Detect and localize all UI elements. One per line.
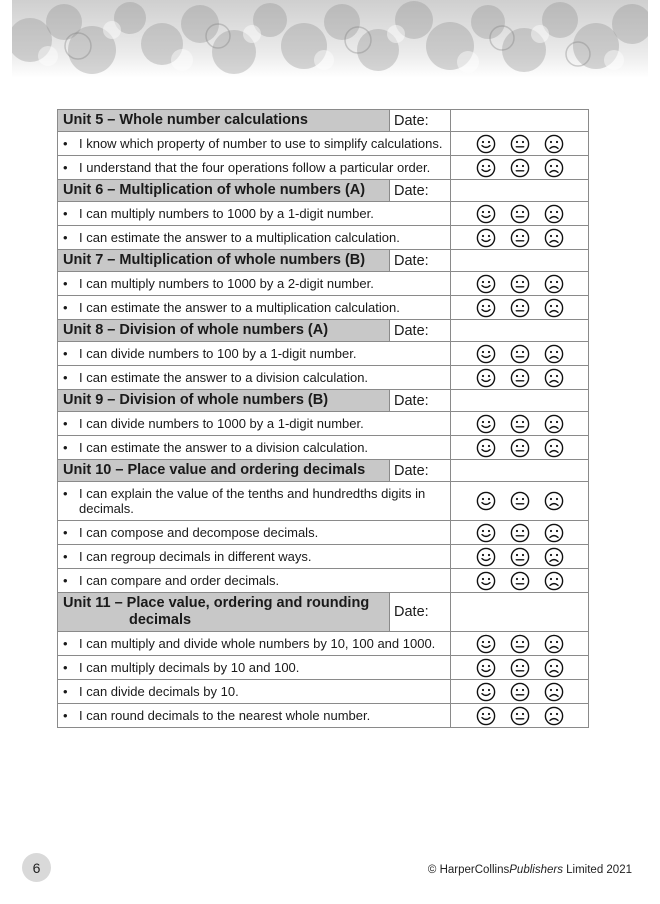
bullet-icon: • [63, 206, 68, 221]
statement-cell [58, 436, 451, 460]
statement-text: I can multiply numbers to 1000 by a 2-digit number. [79, 276, 374, 291]
happy-face-icon[interactable] [476, 134, 496, 154]
neutral-face-icon[interactable] [510, 523, 530, 543]
copyright-notice [428, 864, 632, 876]
rating-faces-cell [451, 342, 589, 366]
sad-face-icon[interactable] [544, 204, 564, 224]
sad-face-icon[interactable] [544, 658, 564, 678]
neutral-face-icon[interactable] [510, 658, 530, 678]
bullet-icon: • [63, 549, 68, 564]
statement-cell [58, 296, 451, 320]
statement-row [58, 545, 589, 569]
unit-header-row [58, 180, 589, 202]
sad-face-icon[interactable] [544, 634, 564, 654]
statement-row [58, 704, 589, 728]
statement-cell [58, 132, 451, 156]
neutral-face-icon[interactable] [510, 706, 530, 726]
date-label: Date: [390, 250, 451, 272]
neutral-face-icon[interactable] [510, 158, 530, 178]
unit-title-line-1: Unit 11 – Place value, ordering and rounding [63, 595, 370, 611]
neutral-face-icon[interactable] [510, 547, 530, 567]
happy-face-icon[interactable] [476, 523, 496, 543]
rating-faces-cell [451, 521, 589, 545]
copyright-italic: Publishers [509, 864, 563, 876]
neutral-face-icon[interactable] [510, 298, 530, 318]
statement-text: I can compare and order decimals. [79, 573, 280, 588]
happy-face-icon[interactable] [476, 414, 496, 434]
happy-face-icon[interactable] [476, 228, 496, 248]
unit-title [58, 593, 390, 632]
statement-cell [58, 156, 451, 180]
rating-faces-cell [451, 202, 589, 226]
date-label: Date: [390, 110, 451, 132]
date-label: Date: [390, 593, 451, 632]
unit-title: Unit 6 – Multiplication of whole numbers (A) [58, 180, 390, 202]
date-entry-cell[interactable] [451, 320, 589, 342]
bullet-icon: • [63, 346, 68, 361]
statement-cell [58, 366, 451, 390]
date-entry-cell[interactable] [451, 250, 589, 272]
rating-faces-cell [451, 680, 589, 704]
rating-faces-cell [451, 704, 589, 728]
statement-row [58, 156, 589, 180]
neutral-face-icon[interactable] [510, 228, 530, 248]
happy-face-icon[interactable] [476, 571, 496, 591]
neutral-face-icon[interactable] [510, 491, 530, 511]
statement-cell [58, 202, 451, 226]
sad-face-icon[interactable] [544, 682, 564, 702]
statement-row [58, 521, 589, 545]
statement-text: I can divide decimals by 10. [79, 684, 239, 699]
happy-face-icon[interactable] [476, 547, 496, 567]
neutral-face-icon[interactable] [510, 368, 530, 388]
date-label: Date: [390, 390, 451, 412]
self-assessment-table [57, 109, 589, 728]
unit-header-row [58, 250, 589, 272]
date-label: Date: [390, 180, 451, 202]
bullet-icon: • [63, 708, 68, 723]
sad-face-icon[interactable] [544, 298, 564, 318]
statement-text: I can estimate the answer to a multiplication calculation. [79, 300, 400, 315]
unit-title: Unit 9 – Division of whole numbers (B) [58, 390, 390, 412]
date-entry-cell[interactable] [451, 110, 589, 132]
sad-face-icon[interactable] [544, 571, 564, 591]
sad-face-icon[interactable] [544, 228, 564, 248]
statement-cell [58, 412, 451, 436]
statement-text: I can estimate the answer to a multiplication calculation. [79, 230, 400, 245]
rating-faces-cell [451, 226, 589, 250]
sad-face-icon[interactable] [544, 438, 564, 458]
happy-face-icon[interactable] [476, 658, 496, 678]
rating-faces-cell [451, 412, 589, 436]
bullet-icon: • [63, 440, 68, 455]
statement-text: I can round decimals to the nearest whole number. [79, 708, 371, 723]
unit-header-row [58, 110, 589, 132]
statement-text: I know which property of number to use to simplify calculations. [79, 136, 443, 151]
date-entry-cell[interactable] [451, 180, 589, 202]
unit-title: Unit 5 – Whole number calculations [58, 110, 390, 132]
sad-face-icon[interactable] [544, 706, 564, 726]
bullet-icon: • [63, 370, 68, 385]
statement-row [58, 272, 589, 296]
sad-face-icon[interactable] [544, 523, 564, 543]
rating-faces-cell [451, 156, 589, 180]
neutral-face-icon[interactable] [510, 134, 530, 154]
decorative-bubble-banner [12, 0, 648, 78]
statement-row [58, 632, 589, 656]
statement-row [58, 366, 589, 390]
neutral-face-icon[interactable] [510, 682, 530, 702]
happy-face-icon[interactable] [476, 298, 496, 318]
statement-row [58, 412, 589, 436]
rating-faces-cell [451, 632, 589, 656]
date-label: Date: [390, 460, 451, 482]
rating-faces-cell [451, 366, 589, 390]
rating-faces-cell [451, 545, 589, 569]
bullet-icon: • [63, 276, 68, 291]
rating-faces-cell [451, 436, 589, 460]
rating-faces-cell [451, 296, 589, 320]
statement-text: I can estimate the answer to a division calculation. [79, 370, 369, 385]
rating-faces-cell [451, 482, 589, 521]
bullet-icon: • [63, 136, 68, 151]
unit-header-row [58, 390, 589, 412]
sad-face-icon[interactable] [544, 134, 564, 154]
statement-text: I can estimate the answer to a division calculation. [79, 440, 369, 455]
happy-face-icon[interactable] [476, 682, 496, 702]
date-label: Date: [390, 320, 451, 342]
statement-text: I can divide numbers to 1000 by a 1-digit number. [79, 416, 364, 431]
sad-face-icon[interactable] [544, 547, 564, 567]
statement-row [58, 226, 589, 250]
statement-cell [58, 632, 451, 656]
bullet-icon: • [63, 684, 68, 699]
statement-row [58, 680, 589, 704]
statement-row [58, 436, 589, 460]
statement-cell [58, 680, 451, 704]
happy-face-icon[interactable] [476, 634, 496, 654]
statement-text: I can multiply numbers to 1000 by a 1-digit number. [79, 206, 374, 221]
neutral-face-icon[interactable] [510, 344, 530, 364]
unit-title: Unit 8 – Division of whole numbers (A) [58, 320, 390, 342]
rating-faces-cell [451, 569, 589, 593]
unit-title: Unit 10 – Place value and ordering decimals [58, 460, 390, 482]
statement-cell [58, 342, 451, 366]
bullet-icon: • [63, 230, 68, 245]
happy-face-icon[interactable] [476, 274, 496, 294]
neutral-face-icon[interactable] [510, 571, 530, 591]
statement-cell [58, 545, 451, 569]
neutral-face-icon[interactable] [510, 438, 530, 458]
statement-row [58, 482, 589, 521]
sad-face-icon[interactable] [544, 344, 564, 364]
sad-face-icon[interactable] [544, 491, 564, 511]
statement-text: I understand that the four operations follow a particular order. [79, 160, 431, 175]
bullet-icon: • [63, 416, 68, 431]
statement-cell [58, 482, 451, 521]
date-entry-cell[interactable] [451, 593, 589, 632]
statement-row [58, 202, 589, 226]
statement-text: I can explain the value of the tenths and hundredths digits in decimals. [79, 486, 426, 516]
bullet-icon: • [63, 486, 68, 501]
copyright-suffix: Limited 2021 [562, 864, 632, 876]
statement-cell [58, 521, 451, 545]
bullet-icon: • [63, 573, 68, 588]
statement-cell [58, 226, 451, 250]
rating-faces-cell [451, 272, 589, 296]
unit-header-row [58, 460, 589, 482]
sad-face-icon[interactable] [544, 274, 564, 294]
neutral-face-icon[interactable] [510, 204, 530, 224]
statement-cell [58, 656, 451, 680]
statement-cell [58, 569, 451, 593]
sad-face-icon[interactable] [544, 368, 564, 388]
bullet-icon: • [63, 636, 68, 651]
rating-faces-cell [451, 132, 589, 156]
rating-faces-cell [451, 656, 589, 680]
bullet-icon: • [63, 160, 68, 175]
happy-face-icon[interactable] [476, 204, 496, 224]
copyright-prefix: © HarperCollins [427, 864, 510, 876]
statement-row [58, 656, 589, 680]
neutral-face-icon[interactable] [510, 274, 530, 294]
statement-row [58, 342, 589, 366]
unit-title-line-2: decimals [129, 612, 192, 628]
unit-title: Unit 7 – Multiplication of whole numbers (B) [58, 250, 390, 272]
statement-row [58, 296, 589, 320]
bullet-icon: • [63, 660, 68, 675]
happy-face-icon[interactable] [476, 368, 496, 388]
happy-face-icon[interactable] [476, 491, 496, 511]
page-number: 6 [22, 853, 51, 882]
neutral-face-icon[interactable] [510, 414, 530, 434]
happy-face-icon[interactable] [476, 344, 496, 364]
statement-cell [58, 704, 451, 728]
neutral-face-icon[interactable] [510, 634, 530, 654]
sad-face-icon[interactable] [544, 414, 564, 434]
statement-text: I can multiply decimals by 10 and 100. [79, 660, 300, 675]
statement-text: I can multiply and divide whole numbers by 10, 100 and 1000. [79, 636, 436, 651]
sad-face-icon[interactable] [544, 158, 564, 178]
unit-header-row [58, 593, 589, 632]
statement-row [58, 132, 589, 156]
bubble-pattern [12, 0, 648, 78]
statement-text: I can compose and decompose decimals. [79, 525, 319, 540]
unit-header-row [58, 320, 589, 342]
date-entry-cell[interactable] [451, 390, 589, 412]
bullet-icon: • [63, 525, 68, 540]
statement-row [58, 569, 589, 593]
statement-text: I can divide numbers to 100 by a 1-digit number. [79, 346, 357, 361]
happy-face-icon[interactable] [476, 438, 496, 458]
bullet-icon: • [63, 300, 68, 315]
statement-text: I can regroup decimals in different ways. [79, 549, 312, 564]
date-entry-cell[interactable] [451, 460, 589, 482]
statement-cell [58, 272, 451, 296]
happy-face-icon[interactable] [476, 706, 496, 726]
happy-face-icon[interactable] [476, 158, 496, 178]
